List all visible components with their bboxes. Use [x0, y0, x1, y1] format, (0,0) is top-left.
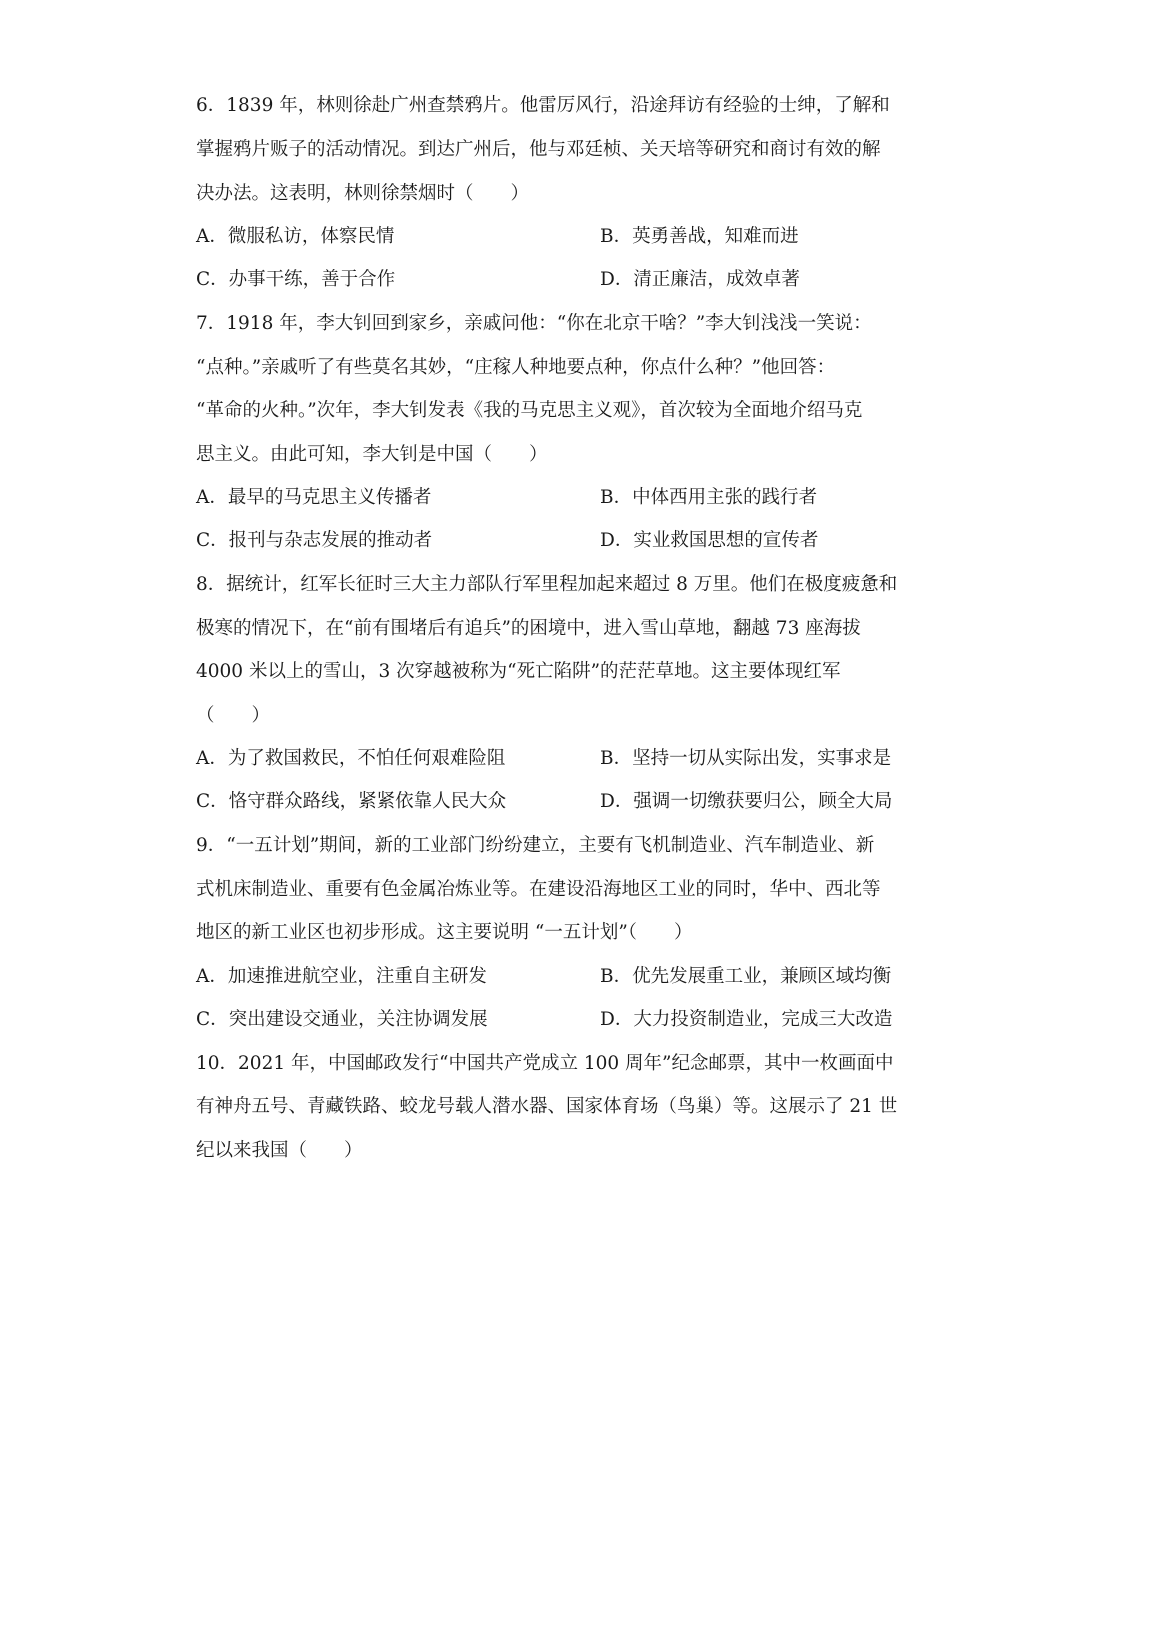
question-9-option-c: C．突出建设交通业，关注协调发展	[196, 1009, 488, 1030]
question-8-line-4: （ ）	[196, 705, 271, 726]
question-7-option-d: D．实业救国思想的宣传者	[600, 530, 819, 551]
question-8-option-d: D．强调一切缴获要归公，顾全大局	[600, 791, 893, 812]
question-7-option-b: B．中体西用主张的践行者	[600, 487, 818, 508]
question-9-line-2: 式机床制造业、重要有色金属冶炼业等。在建设沿海地区工业的同时，华中、西北等	[196, 879, 881, 900]
question-6-option-c: C．办事干练，善于合作	[196, 269, 396, 290]
question-7-line-3: “革命的火种。”次年，李大钊发表《我的马克思主义观》，首次较为全面地介绍马克	[196, 400, 863, 421]
question-6-line-3: 决办法。这表明，林则徐禁烟时（ ）	[196, 183, 530, 204]
question-6-option-b: B．英勇善战，知难而进	[600, 226, 799, 247]
question-7-option-a: A．最早的马克思主义传播者	[196, 487, 432, 508]
question-8-option-a: A．为了救国救民，不怕任何艰难险阻	[196, 748, 506, 769]
question-7-line-2: “点种。”亲戚听了有些莫名其妙，“庄稼人种地要点种，你点什么种？”他回答：	[196, 357, 836, 378]
question-6-option-a: A．微服私访，体察民情	[196, 226, 395, 247]
question-8-line-1: 8．据统计，红军长征时三大主力部队行军里程加起来超过 8 万里。他们在极度疲惫和	[196, 574, 898, 595]
question-8-line-3: 4000 米以上的雪山，3 次穿越被称为“死亡陷阱”的茫茫草地。这主要体现红军	[196, 661, 841, 682]
question-6-line-1: 6．1839 年，林则徐赴广州查禁鸦片。他雷厉风行，沿途拜访有经验的士绅，了解和	[196, 95, 890, 116]
question-9-line-3: 地区的新工业区也初步形成。这主要说明 “一五计划”（ ）	[196, 922, 693, 943]
question-10-line-3: 纪以来我国（ ）	[196, 1140, 363, 1161]
question-6-line-2: 掌握鸦片贩子的活动情况。到达广州后，他与邓廷桢、关天培等研究和商讨有效的解	[196, 139, 881, 160]
question-9-option-d: D．大力投资制造业，完成三大改造	[600, 1009, 893, 1030]
question-8-option-c: C．恪守群众路线，紧紧依靠人民大众	[196, 791, 507, 812]
question-9-option-b: B．优先发展重工业，兼顾区域均衡	[600, 966, 892, 987]
question-9-option-a: A．加速推进航空业，注重自主研发	[196, 966, 487, 987]
question-10-line-1: 10．2021 年，中国邮政发行“中国共产党成立 100 周年”纪念邮票，其中一枚画面中	[196, 1053, 894, 1074]
question-8-option-b: B．坚持一切从实际出发，实事求是	[600, 748, 892, 769]
question-10-line-2: 有神舟五号、青藏铁路、蛟龙号载人潜水器、国家体育场（鸟巢）等。这展示了 21 世	[196, 1096, 898, 1117]
question-7-option-c: C．报刊与杂志发展的推动者	[196, 530, 433, 551]
question-7-line-4: 思主义。由此可知，李大钊是中国（ ）	[196, 444, 548, 465]
question-9-line-1: 9．“一五计划”期间，新的工业部门纷纷建立，主要有飞机制造业、汽车制造业、新	[196, 835, 875, 856]
question-6-option-d: D．清正廉洁，成效卓著	[600, 269, 800, 290]
question-8-line-2: 极寒的情况下，在“前有围堵后有追兵”的困境中，进入雪山草地，翻越 73 座海拔	[196, 618, 861, 639]
question-7-line-1: 7．1918 年，李大钊回到家乡，亲戚问他：“你在北京干啥？”李大钊浅浅一笑说：	[196, 313, 872, 334]
